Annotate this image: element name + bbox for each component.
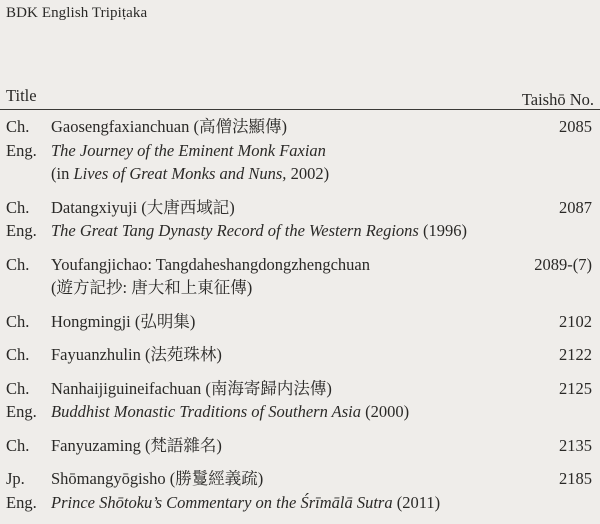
title-segment: Shōmangyōgisho (勝鬘經義疏) [51,469,264,488]
language-label: Eng. [6,221,37,240]
title-segment: Youfangjichao: Tangdaheshangdongzhengchuan [51,254,370,274]
entry [0,196,600,243]
entry-list [0,115,600,524]
entry-line [0,310,600,334]
title-segment: (2000) [361,402,410,421]
entry [0,343,600,367]
entry-line [0,276,600,300]
taisho-number: 2135 [559,435,592,455]
title-text [51,196,235,220]
taisho-number: 2125 [559,378,592,398]
language-label: Eng. [6,140,37,160]
title-text [51,276,252,300]
title-segment: Fayuanzhulin (法苑珠林) [51,345,222,364]
title-segment: Datangxiyuji (大唐西域記) [51,197,235,217]
title-segment: 2002) [286,164,330,183]
entry [0,253,600,300]
taisho-number: 2087 [559,197,592,217]
title-text [51,310,195,334]
title-text [51,491,440,515]
entry-line [0,377,600,401]
italic-title-segment: Buddhist Monastic Traditions of Southern Asia [51,402,362,421]
title-segment: (2011) [392,492,441,512]
header-rule [0,109,600,110]
italic-title-segment: Lives of Great Monks and Nuns, [73,164,287,183]
entry-line [0,343,600,367]
title-text [51,377,332,401]
entry-line [0,434,600,458]
entry-line [0,139,600,163]
entry-line [0,467,600,491]
language-label: Ch. [6,197,30,217]
title-text [51,434,222,458]
entry-line [0,491,600,515]
language-label: Ch. [6,378,30,398]
title-segment: (遊方記抄: 唐大和上東征傳) [51,278,253,297]
title-text [51,253,370,277]
taisho-number: 2185 [559,469,592,488]
language-label: Jp. [6,469,25,488]
italic-title-segment: Prince Shōtoku’s Commentary on the Śrīmālā Sutra [51,492,393,512]
column-header-title: Title [6,86,37,105]
taisho-number: 2085 [559,117,592,136]
title-segment: Gaosengfaxianchuan (高僧法顯傳) [51,117,287,136]
entry [0,115,600,186]
title-text [51,219,467,243]
taisho-number: 2089-(7) [534,254,592,274]
title-text [51,162,329,186]
language-label: Eng. [6,492,37,512]
entry-line [0,219,600,243]
running-header: BDK English Tripiṭaka [6,5,148,21]
italic-title-segment: The Journey of the Eminent Monk Faxian [51,140,326,160]
title-text [51,400,409,424]
taisho-number: 2122 [559,345,592,364]
title-text [51,139,326,163]
entry-line [0,196,600,220]
language-label: Ch. [6,345,30,364]
entry-line [0,400,600,424]
entry [0,310,600,334]
column-header-taisho-number: Taishō No. [521,90,594,109]
title-segment: Hongmingji (弘明集) [51,311,196,331]
entry [0,467,600,514]
entry-line [0,253,600,277]
entry-line [0,162,600,186]
title-segment: Nanhaijiguineifachuan (南海寄歸内法傳) [51,378,332,398]
language-label: Ch. [6,117,30,136]
title-segment: (in [51,164,74,183]
title-text [51,343,222,367]
language-label: Eng. [6,402,37,421]
title-text [51,115,287,139]
entry [0,434,600,458]
taisho-number: 2102 [559,311,592,331]
entry [0,377,600,424]
italic-title-segment: The Great Tang Dynasty Record of the Western Regions [51,221,419,240]
language-label: Ch. [6,311,30,331]
title-text [51,467,263,491]
language-label: Ch. [6,254,30,274]
language-label: Ch. [6,435,30,455]
entry-line [0,115,600,139]
title-segment: Fanyuzaming (梵語雜名) [51,435,222,455]
title-segment: (1996) [418,221,467,240]
